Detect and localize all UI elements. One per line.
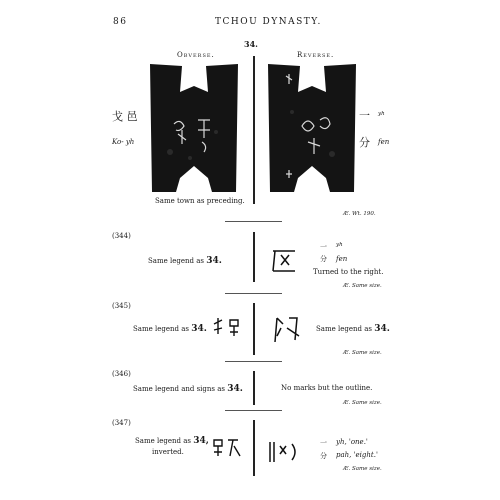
entry-347-number: (347) — [112, 419, 131, 427]
page-number: 86 — [113, 17, 128, 27]
entry-347-left-text-2: inverted. — [152, 448, 184, 456]
entry-347-glyph-right — [268, 440, 300, 464]
coin-divider — [253, 56, 255, 204]
entry-346-size: Æ. Same size. — [343, 400, 382, 406]
entry-345-left-text: Same legend as — [133, 325, 189, 333]
obverse-legend-roman: Ko- yh — [112, 138, 135, 146]
entry-346-left-text: Same legend and signs as — [133, 385, 225, 393]
entry-344-number: (344) — [112, 232, 131, 240]
entry-345-glyph-right — [273, 314, 301, 344]
entry-345-left — [133, 324, 207, 334]
entry-346-number: (346) — [112, 370, 131, 378]
entry-347-left-text-1: Same legend as — [135, 437, 191, 445]
entry-344-divider — [253, 232, 255, 282]
entry-345-divider — [253, 303, 255, 355]
reverse-legend-char-bottom: 分 — [359, 136, 370, 149]
entry-345-glyph-left — [212, 316, 242, 338]
entry-345-right — [316, 324, 390, 334]
reverse-label: Reverse. — [297, 51, 335, 59]
entry-345-size: Æ. Same size. — [343, 350, 382, 356]
entry-347-right-char-2: 分 — [320, 452, 327, 460]
entry-34-caption: Same town as preceding. — [155, 197, 245, 205]
entry-344-right-roman-1: yh — [336, 242, 343, 248]
reverse-legend-char-top: 一 — [359, 109, 370, 122]
entry-347-size: Æ. Same size. — [343, 466, 382, 472]
entry-346-left — [133, 384, 243, 394]
divider-after-346 — [225, 410, 282, 411]
running-title: TCHOU DYNASTY. — [215, 17, 322, 27]
entry-344-right-roman-2: fen — [336, 255, 348, 263]
entry-346-divider — [253, 371, 255, 405]
entry-344-right-note: Turned to the right. — [313, 268, 384, 276]
entry-347-right-line-2: pah, 'eight.' — [336, 451, 378, 459]
obverse-legend-chars: 戈 邑 — [112, 110, 138, 123]
entry-347-left-ref: 34, — [193, 436, 209, 446]
entry-34-number: 34. — [244, 39, 258, 49]
entry-34-weight: Æ. Wt. 190. — [343, 211, 376, 217]
entry-344-glyph — [271, 247, 299, 273]
entry-347-divider — [253, 420, 255, 476]
divider-after-345 — [225, 361, 282, 362]
entry-344-left-ref: 34. — [206, 256, 222, 266]
reverse-legend-roman-bottom: fen — [378, 138, 390, 146]
entry-346-right-text: No marks but the outline. — [281, 384, 373, 392]
obverse-coin-image — [150, 62, 238, 194]
entry-344-right-char-2: 分 — [320, 255, 327, 263]
entry-345-number: (345) — [112, 302, 131, 310]
entry-345-right-text: Same legend as — [316, 325, 372, 333]
entry-344-left — [148, 256, 222, 266]
divider-after-34 — [225, 221, 282, 222]
entry-347-right-line-1: yh, 'one.' — [336, 438, 368, 446]
entry-345-left-ref: 34. — [191, 324, 207, 334]
entry-347-left-line-1 — [135, 436, 209, 446]
entry-347-right-char-1: 一 — [320, 439, 327, 447]
entry-345-right-ref: 34. — [374, 324, 390, 334]
divider-after-344 — [225, 293, 282, 294]
entry-346-left-ref: 34. — [227, 384, 243, 394]
entry-344-size: Æ. Same size. — [343, 283, 382, 289]
obverse-label: Obverse. — [177, 51, 215, 59]
reverse-legend-roman-top: yh — [378, 111, 385, 117]
entry-344-left-text: Same legend as — [148, 257, 204, 265]
entry-347-glyph-left — [212, 436, 242, 460]
entry-344-right-char-1: 一 — [320, 243, 327, 251]
reverse-coin-image — [268, 62, 356, 194]
